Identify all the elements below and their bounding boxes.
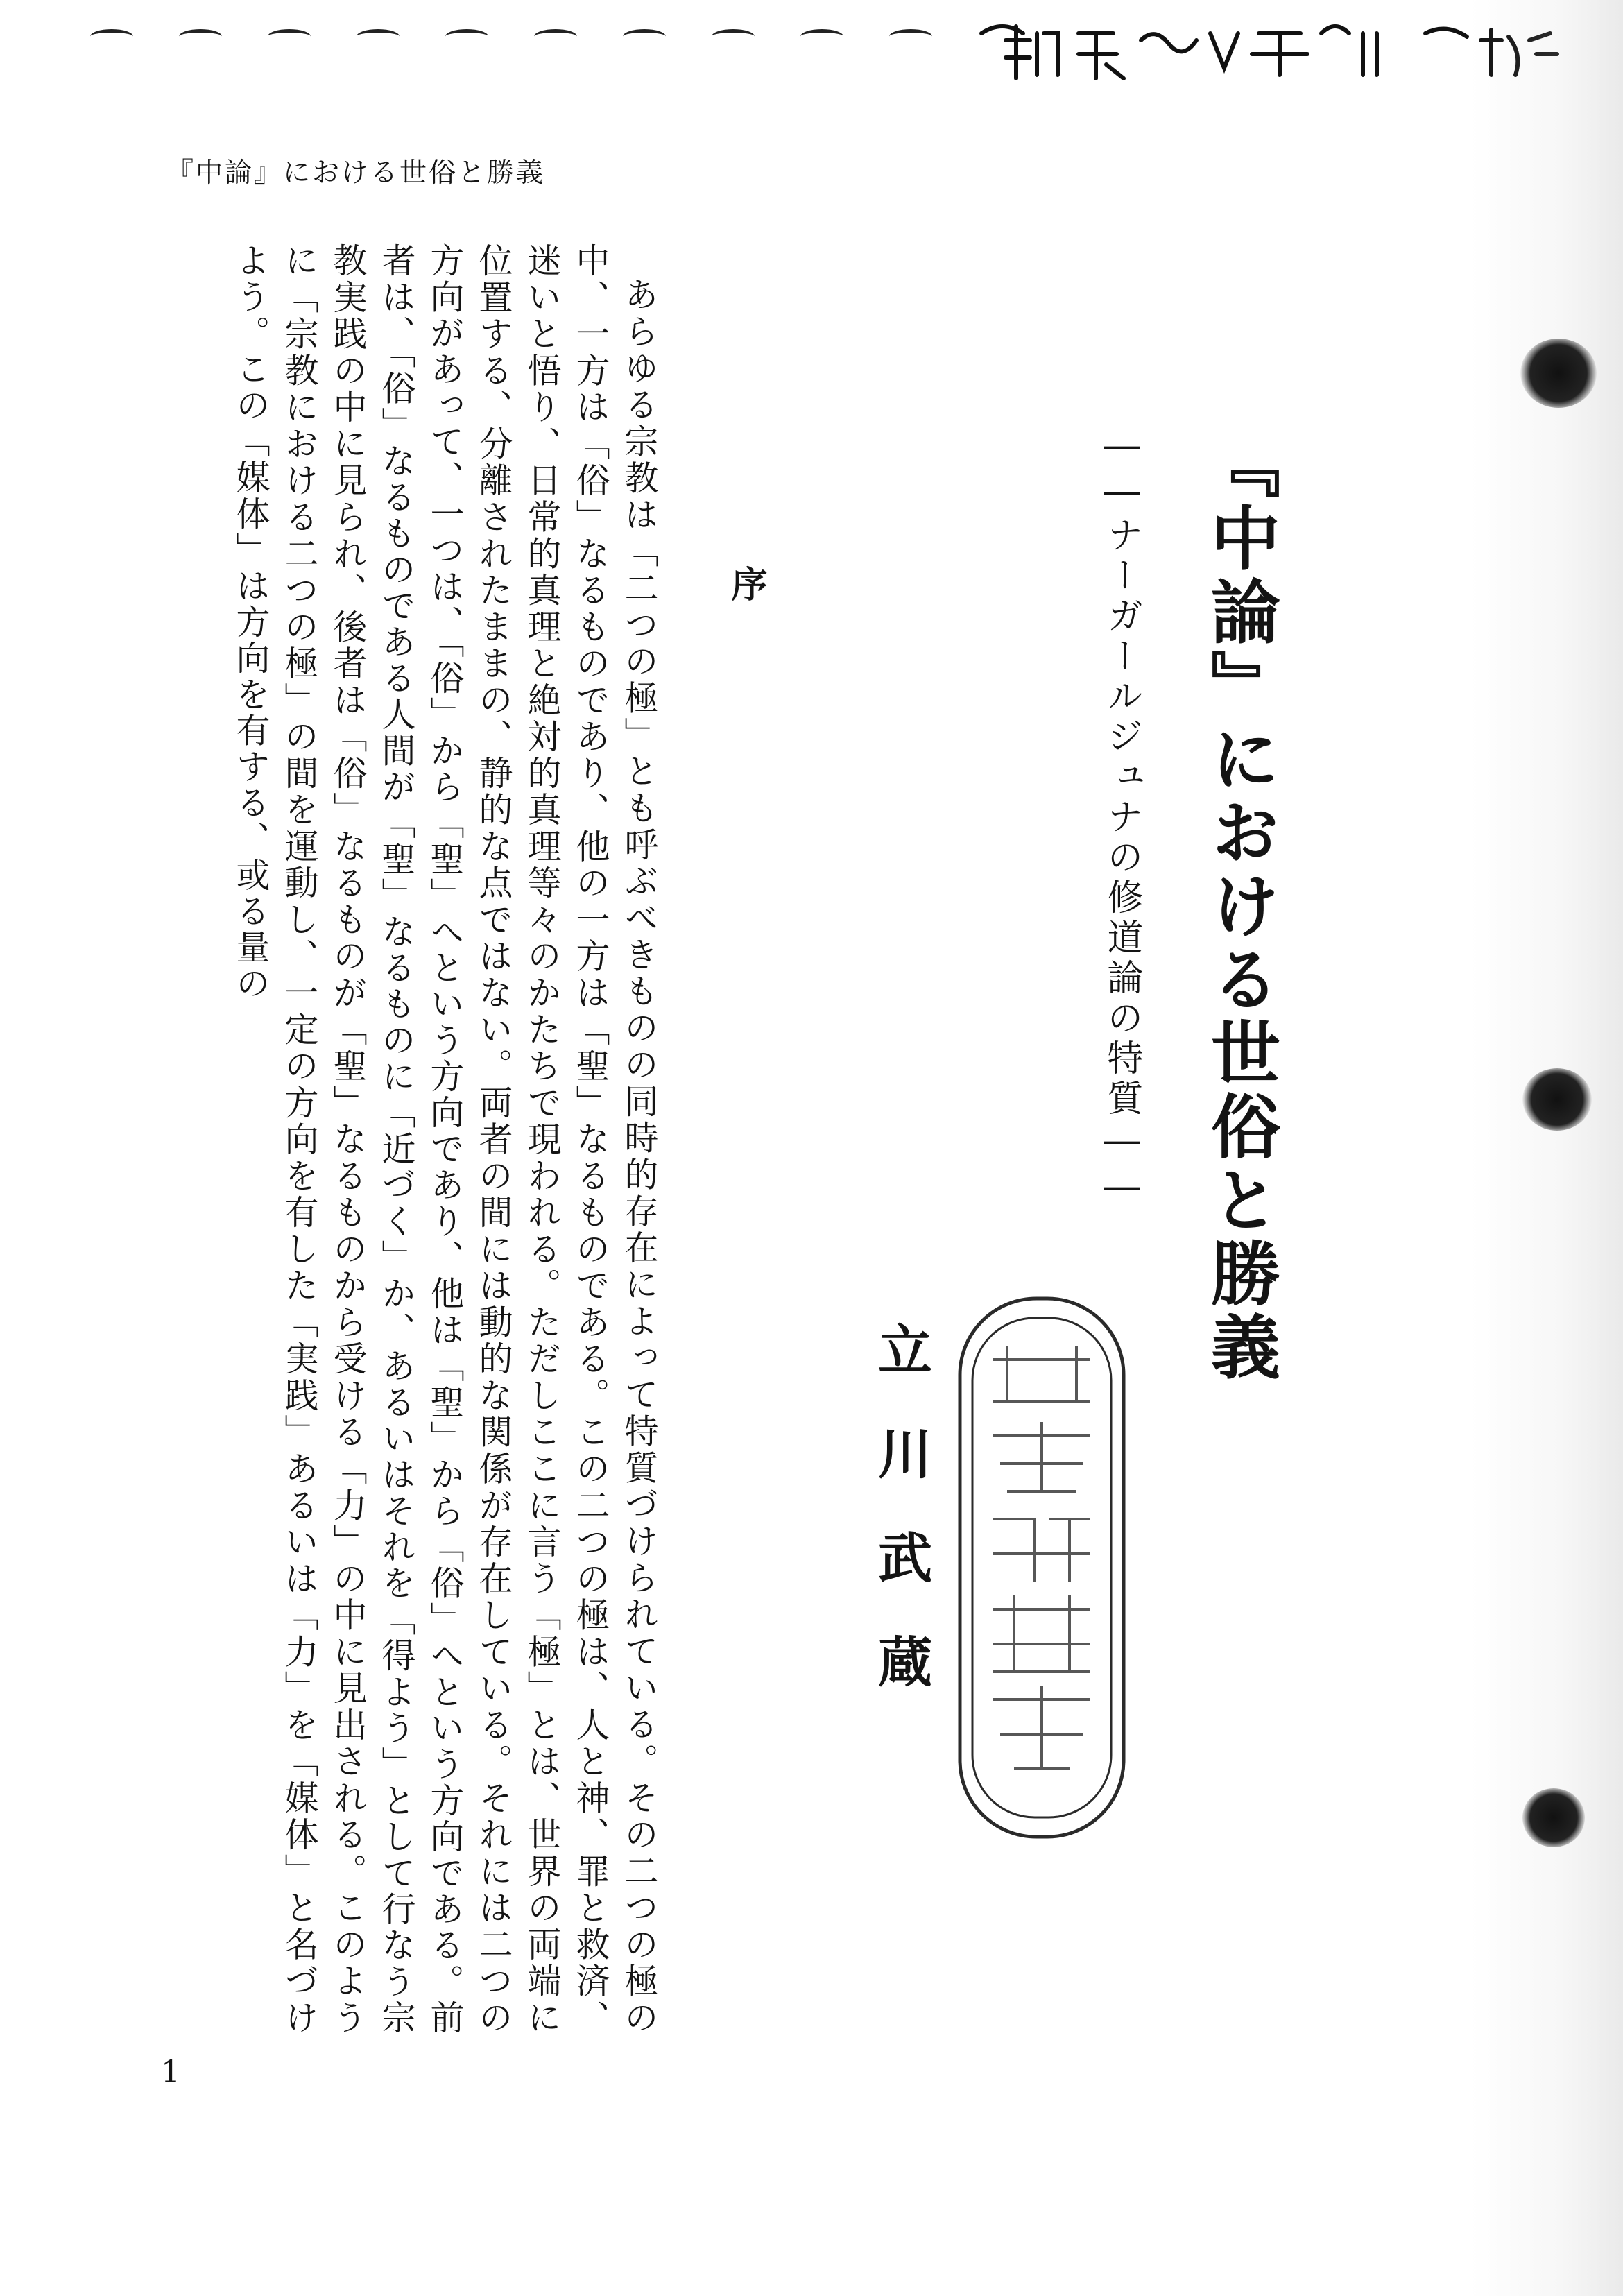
- article-subtitle: ――ナーガールジュナの修道論の特質――: [1101, 425, 1142, 1211]
- library-seal-stamp: [952, 1290, 1132, 1845]
- running-header: 『中論』における世俗と勝義: [166, 157, 546, 189]
- author-name: 立川武蔵: [869, 1321, 932, 1738]
- scan-smudge: [1522, 1788, 1585, 1847]
- body-text-column: [136, 243, 663, 2036]
- scan-smudge: [1520, 339, 1597, 408]
- body-paragraph: あらゆる宗教は「二つの極」とも呼ぶべきものの同時的存在によって特質づけられている。その二つの極の中、一方は「俗」なるものであり、他の一方は「聖」なるものである。この二つの極は、人と神、罪と救済、迷いと悟り、日常的真理と絶対的真理等々のかたちで現われる。ただしここに言う「極」とは、世界の両端に位置する、分離されたままの、静的な点ではない。両者の間には動的な関係が存在している。それには二つの方向があって、一つは、「俗」から「聖」へという方向であり、他は「聖」から「俗」へという方向である。前者は、「俗」なるものである人間が「聖」なるものに「近づく」か、あるいはそれを「得よう」として行なう宗教実践の中に見られ、後者は「俗」なるものが「聖」なるものから受ける「力」の中に見出される。このように「宗教における二つの極」の間を運動し、一定の方向を有した「実践」あるいは「力」を「媒体」と名づけよう。この「媒体」は方向を有する、或る量の: [231, 243, 659, 2036]
- page-number: 1: [161, 2055, 180, 2090]
- section-heading: 序: [725, 565, 767, 601]
- article-title: 『中論』における世俗と勝義: [1199, 429, 1281, 1385]
- scan-smudge: [1522, 1068, 1592, 1131]
